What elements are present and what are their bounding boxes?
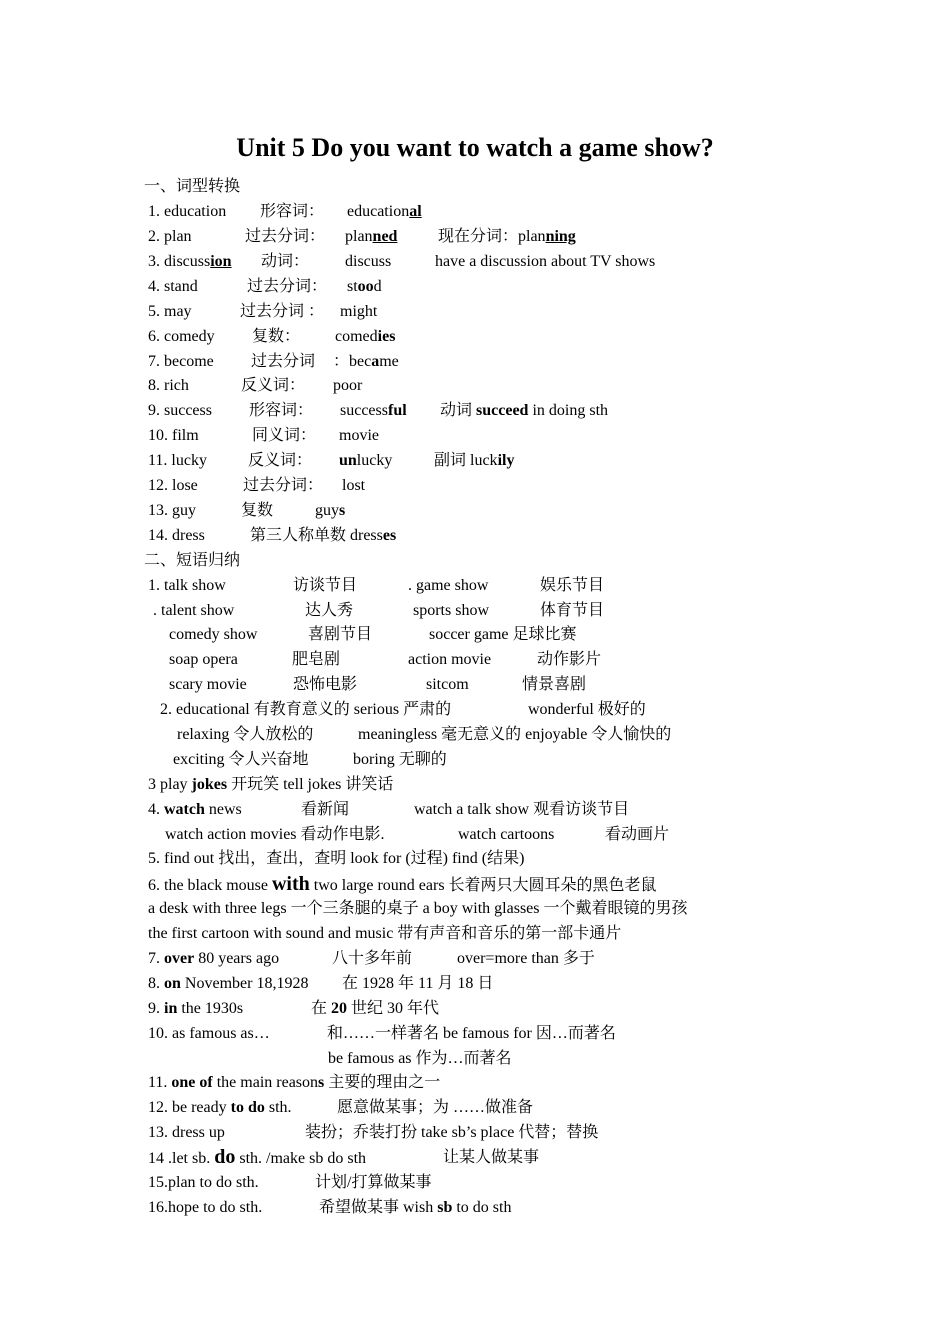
text-run: st xyxy=(347,278,358,295)
text-segment xyxy=(339,423,379,448)
text-run: a desk with three legs 一个三条腿的桌子 a boy with glasses 一个戴着眼镜的男孩 xyxy=(148,900,688,917)
text-run: 1. talk show xyxy=(148,577,226,594)
text-run: me xyxy=(379,353,399,370)
text-run: 肥皂剧 xyxy=(292,651,341,668)
text-segment xyxy=(169,672,247,697)
text-run: 过去分词： xyxy=(247,278,328,295)
text-line xyxy=(0,996,950,1021)
text-run: 开玩笑 tell jokes 讲笑话 xyxy=(227,776,394,793)
text-segment xyxy=(148,772,393,797)
text-run: soccer game 足球比赛 xyxy=(429,626,577,643)
text-run: November 18,1928 xyxy=(180,975,309,992)
text-segment xyxy=(148,423,199,448)
text-run: the main reason xyxy=(212,1074,319,1091)
text-run: 6. comedy xyxy=(148,328,215,345)
text-run: sth. /make sb do sth xyxy=(235,1150,367,1167)
text-line xyxy=(0,398,950,423)
text-line xyxy=(0,573,950,598)
text-segment xyxy=(169,622,257,647)
text-segment xyxy=(148,573,226,598)
text-run: 80 years ago xyxy=(194,950,280,967)
text-run: 5. find out 找出，查出，查明 look for (过程) find (结果) xyxy=(148,850,525,867)
text-run: 形容词： xyxy=(249,402,314,419)
text-run: 8. rich xyxy=(148,377,189,394)
text-segment xyxy=(301,797,349,822)
text-segment xyxy=(358,722,671,747)
text-run: watch action movies 看动作电影. xyxy=(165,826,385,843)
text-run: 让某人做某事 xyxy=(443,1149,540,1166)
text-run: 过去分词 ： xyxy=(240,303,325,320)
text-segment xyxy=(408,647,491,672)
text-line xyxy=(0,274,950,299)
text-segment xyxy=(148,1195,262,1220)
text-segment xyxy=(528,697,646,722)
text-line xyxy=(0,622,950,647)
text-run: 11. xyxy=(148,1074,172,1091)
text-run: guy xyxy=(315,502,339,519)
text-line xyxy=(0,373,950,398)
text-run: might xyxy=(340,303,378,320)
text-segment xyxy=(328,1046,512,1071)
emphasized-text: one of xyxy=(171,1074,213,1091)
text-segment xyxy=(148,349,214,374)
text-run: 3 play xyxy=(148,776,192,793)
emphasized-text: s xyxy=(318,1074,325,1091)
text-segment xyxy=(293,672,357,697)
text-segment xyxy=(148,498,196,523)
text-segment xyxy=(148,299,192,324)
text-run: 在 1928 年 11 月 18 日 xyxy=(342,975,494,992)
text-run: d xyxy=(373,278,382,295)
text-run: 情景喜剧 xyxy=(522,676,587,693)
text-line xyxy=(0,548,950,573)
text-run: 1. education xyxy=(148,203,227,220)
text-segment xyxy=(148,274,198,299)
text-segment xyxy=(173,747,309,772)
text-line xyxy=(0,846,950,871)
text-segment xyxy=(148,1120,225,1145)
emphasized-text: in xyxy=(164,1000,178,1017)
text-run: 反义词： xyxy=(241,377,306,394)
text-run: 7. become xyxy=(148,353,214,370)
text-run: be famous as 作为…而著名 xyxy=(328,1050,512,1067)
text-segment xyxy=(148,846,524,871)
text-segment xyxy=(347,274,382,299)
emphasized-text: do xyxy=(214,1146,236,1168)
text-run: 10. film xyxy=(148,427,199,444)
text-run: 副词 luck xyxy=(434,452,498,469)
text-segment xyxy=(148,249,232,274)
text-segment xyxy=(540,573,604,598)
text-run: 14. dress xyxy=(148,527,205,544)
text-segment xyxy=(339,448,392,473)
text-run: 动词： xyxy=(261,253,310,270)
text-line xyxy=(0,174,950,199)
text-line xyxy=(0,448,950,473)
text-run: 过去分词： xyxy=(243,477,324,494)
text-run: the 1930s xyxy=(177,1000,244,1017)
text-segment xyxy=(148,398,212,423)
text-segment xyxy=(148,1145,366,1171)
text-run: 希望做某事 wish xyxy=(319,1199,438,1216)
text-segment xyxy=(353,747,447,772)
emphasized-text: ion xyxy=(210,253,232,270)
text-segment xyxy=(458,822,554,847)
text-run: success xyxy=(340,402,388,419)
text-line xyxy=(0,1170,950,1195)
text-run: 4. stand xyxy=(148,278,198,295)
text-run: 7. xyxy=(148,950,164,967)
text-run: 过去分词 xyxy=(251,353,316,370)
text-run: plan xyxy=(345,228,373,245)
text-line xyxy=(0,498,950,523)
text-run: 10. as famous as… xyxy=(148,1025,270,1042)
text-run: 动词 xyxy=(440,402,477,419)
text-line xyxy=(0,423,950,448)
text-segment xyxy=(148,1070,440,1095)
text-segment xyxy=(315,1170,431,1195)
emphasized-text: es xyxy=(382,527,397,544)
text-segment xyxy=(414,797,629,822)
text-run: 看新闻 xyxy=(301,801,350,818)
text-run: 复数： xyxy=(252,328,301,345)
emphasized-text: succeed xyxy=(476,402,529,419)
text-segment xyxy=(342,473,365,498)
text-run: 13. dress up xyxy=(148,1124,225,1141)
text-segment xyxy=(252,423,316,448)
text-run: 愿意做某事；为 ……做准备 xyxy=(337,1099,534,1116)
text-run: 8. xyxy=(148,975,164,992)
text-segment xyxy=(148,971,308,996)
text-segment xyxy=(148,473,198,498)
text-segment xyxy=(347,199,422,224)
text-segment xyxy=(408,573,488,598)
text-segment xyxy=(261,249,309,274)
text-segment xyxy=(342,971,493,996)
text-run: 形容词： xyxy=(260,203,325,220)
text-line xyxy=(0,1070,950,1095)
text-line xyxy=(0,523,950,548)
text-run: have a discussion about TV shows xyxy=(435,253,656,270)
text-segment xyxy=(148,523,205,548)
text-run: comed xyxy=(335,328,378,345)
emphasized-text: over xyxy=(164,950,195,967)
text-segment xyxy=(148,324,215,349)
emphasized-text: on xyxy=(164,975,181,992)
text-segment xyxy=(243,473,323,498)
text-line xyxy=(0,822,950,847)
text-run: meaningless 毫无意义的 enjoyable 令人愉快的 xyxy=(358,726,672,743)
text-run: 11. lucky xyxy=(148,452,207,469)
text-line xyxy=(0,896,950,921)
text-segment xyxy=(435,249,655,274)
text-line xyxy=(0,249,950,274)
text-segment xyxy=(169,647,238,672)
text-run: . talent show xyxy=(153,602,235,619)
text-run: to do sth xyxy=(452,1199,512,1216)
text-segment xyxy=(319,1195,511,1220)
text-run: 看动画片 xyxy=(605,826,670,843)
text-run: 访谈节目 xyxy=(293,577,358,594)
text-run: watch a talk show 观看访谈节目 xyxy=(414,801,630,818)
text-run: education xyxy=(347,203,410,220)
text-run: 一、词型转换 xyxy=(144,178,241,195)
emphasized-text: oo xyxy=(357,278,374,295)
text-segment xyxy=(148,224,192,249)
text-line xyxy=(0,224,950,249)
text-segment xyxy=(335,324,395,349)
text-run: 二、短语归纳 xyxy=(144,552,241,569)
text-line xyxy=(0,772,950,797)
text-line xyxy=(0,747,950,772)
text-line xyxy=(0,921,950,946)
text-run: . game show xyxy=(408,577,489,594)
text-segment xyxy=(148,872,657,898)
page-title: Unit 5 Do you want to watch a game show? xyxy=(236,133,714,162)
text-run: 反义词： xyxy=(248,452,313,469)
text-run: lost xyxy=(342,477,366,494)
text-run: 9. xyxy=(148,1000,164,1017)
text-segment xyxy=(148,797,242,822)
text-segment xyxy=(241,498,273,523)
text-segment xyxy=(332,946,412,971)
text-segment xyxy=(333,349,399,374)
text-run: 6. the black mouse xyxy=(148,877,272,894)
emphasized-text: s xyxy=(339,502,346,519)
text-segment xyxy=(440,398,608,423)
text-line xyxy=(0,1195,950,1220)
text-run: 喜剧节目 xyxy=(308,626,373,643)
text-segment xyxy=(340,299,377,324)
text-run: 娱乐节目 xyxy=(540,577,605,594)
text-segment xyxy=(148,996,243,1021)
text-run: 恐怖电影 xyxy=(293,676,358,693)
text-run: discuss xyxy=(345,253,392,270)
emphasized-text: 20 xyxy=(331,1000,348,1017)
text-segment xyxy=(337,1095,533,1120)
text-run: poor xyxy=(333,377,363,394)
text-run: 世纪 30 年代 xyxy=(347,1000,440,1017)
text-line xyxy=(0,697,950,722)
text-segment xyxy=(426,672,469,697)
emphasized-text: watch xyxy=(164,801,205,818)
text-segment xyxy=(434,448,514,473)
text-segment xyxy=(252,324,300,349)
emphasized-text: sb xyxy=(437,1199,453,1216)
text-segment xyxy=(247,274,327,299)
text-segment xyxy=(148,921,621,946)
text-run: 体育节目 xyxy=(540,602,605,619)
text-segment xyxy=(249,398,313,423)
text-segment xyxy=(308,622,372,647)
text-segment xyxy=(333,373,362,398)
text-run: 复数 xyxy=(241,502,274,519)
text-segment xyxy=(250,523,396,548)
text-run: sports show xyxy=(413,602,490,619)
text-segment xyxy=(153,598,234,623)
text-run: 过去分词： xyxy=(245,228,326,245)
text-segment xyxy=(148,373,189,398)
text-run: scary movie xyxy=(169,676,247,693)
text-run: 2. plan xyxy=(148,228,192,245)
text-run: 4. xyxy=(148,801,164,818)
text-line xyxy=(0,473,950,498)
text-line xyxy=(0,1046,950,1071)
text-run: ：bec xyxy=(333,353,372,370)
text-run: 13. guy xyxy=(148,502,196,519)
text-segment xyxy=(537,647,601,672)
emphasized-text: a xyxy=(371,353,380,370)
text-run: lucky xyxy=(356,452,393,469)
text-run: over=more than 多于 xyxy=(457,950,595,967)
text-line xyxy=(0,1021,950,1046)
text-segment xyxy=(245,224,325,249)
text-run: 装扮；乔装打扮 take sb’s place 代替；替换 xyxy=(305,1124,599,1141)
text-run: soap opera xyxy=(169,651,238,668)
text-run: 第三人称单数 dress xyxy=(250,527,383,544)
text-segment xyxy=(293,573,357,598)
text-line xyxy=(0,1095,950,1120)
text-run: 八十多年前 xyxy=(332,950,413,967)
text-line xyxy=(0,349,950,374)
text-run: 达人秀 xyxy=(305,602,354,619)
text-run: movie xyxy=(339,427,379,444)
text-run: action movie xyxy=(408,651,492,668)
text-segment xyxy=(345,224,397,249)
text-line xyxy=(0,647,950,672)
emphasized-text: with xyxy=(271,873,310,895)
text-run: 12. be ready xyxy=(148,1099,231,1116)
text-segment xyxy=(177,722,313,747)
text-line xyxy=(0,722,950,747)
emphasized-text: ily xyxy=(497,452,515,469)
text-line xyxy=(0,199,950,224)
text-run: comedy show xyxy=(169,626,258,643)
text-run: 和……一样著名 be famous for 因…而著名 xyxy=(327,1025,616,1042)
text-run: 9. success xyxy=(148,402,212,419)
text-run: 15.plan to do sth. xyxy=(148,1174,259,1191)
text-segment xyxy=(144,174,240,199)
text-run: exciting 令人兴奋地 xyxy=(173,751,309,768)
text-segment xyxy=(148,946,279,971)
text-run: 现在分词：plan xyxy=(438,228,546,245)
text-segment xyxy=(340,398,407,423)
text-line xyxy=(0,872,950,897)
text-segment xyxy=(148,1095,292,1120)
text-segment xyxy=(260,199,324,224)
text-segment xyxy=(144,548,240,573)
text-segment xyxy=(148,199,226,224)
text-segment xyxy=(251,349,315,374)
text-line xyxy=(0,1145,950,1170)
text-line xyxy=(0,299,950,324)
text-run: wonderful 极好的 xyxy=(528,701,646,718)
text-segment xyxy=(305,1120,598,1145)
text-run: boring 无聊的 xyxy=(353,751,447,768)
text-run: 同义词： xyxy=(252,427,317,444)
text-run: 12. lose xyxy=(148,477,198,494)
text-line xyxy=(0,324,950,349)
text-segment xyxy=(148,448,207,473)
text-segment xyxy=(457,946,595,971)
emphasized-text: ies xyxy=(377,328,396,345)
text-line xyxy=(0,946,950,971)
text-run: sth. xyxy=(264,1099,292,1116)
text-segment xyxy=(429,622,577,647)
text-segment xyxy=(148,1021,270,1046)
text-segment xyxy=(311,996,439,1021)
text-run: 计划/打算做某事 xyxy=(315,1174,432,1191)
text-run: 动作影片 xyxy=(537,651,602,668)
text-segment xyxy=(327,1021,616,1046)
text-line xyxy=(0,1120,950,1145)
text-segment xyxy=(241,373,305,398)
text-line xyxy=(0,598,950,623)
text-segment xyxy=(148,1170,259,1195)
text-segment xyxy=(413,598,489,623)
emphasized-text: un xyxy=(339,452,357,469)
text-segment xyxy=(160,697,451,722)
emphasized-text: to do xyxy=(230,1099,265,1116)
emphasized-text: ned xyxy=(372,228,398,245)
text-run: 2. educational 有教育意义的 serious 严肃的 xyxy=(160,701,452,718)
text-run: news xyxy=(204,801,242,818)
text-segment xyxy=(315,498,345,523)
text-segment xyxy=(292,647,340,672)
emphasized-text: al xyxy=(409,203,422,220)
text-run: relaxing 令人放松的 xyxy=(177,726,314,743)
emphasized-text: ful xyxy=(387,402,407,419)
text-run: 16.hope to do sth. xyxy=(148,1199,263,1216)
emphasized-text: ning xyxy=(545,228,576,245)
text-run: in doing sth xyxy=(528,402,609,419)
text-line xyxy=(0,971,950,996)
text-run: watch cartoons xyxy=(458,826,555,843)
text-run: 5. may xyxy=(148,303,192,320)
text-run: sitcom xyxy=(426,676,469,693)
text-segment xyxy=(248,448,312,473)
text-run: 14 .let sb. xyxy=(148,1150,215,1167)
text-run: the first cartoon with sound and music 带有声音和音乐的第一部卡通片 xyxy=(148,925,622,942)
text-segment xyxy=(540,598,604,623)
text-segment xyxy=(165,822,385,847)
text-line xyxy=(0,797,950,822)
text-segment xyxy=(148,896,688,921)
text-run: 主要的理由之一 xyxy=(324,1074,441,1091)
text-segment xyxy=(240,299,324,324)
text-segment xyxy=(522,672,586,697)
text-run: 在 xyxy=(311,1000,332,1017)
text-segment xyxy=(605,822,669,847)
text-segment xyxy=(443,1145,539,1170)
text-segment xyxy=(438,224,576,249)
text-segment xyxy=(305,598,353,623)
emphasized-text: jokes xyxy=(191,776,228,793)
text-line xyxy=(0,672,950,697)
text-run: 3. discuss xyxy=(148,253,211,270)
text-segment xyxy=(345,249,391,274)
text-run: two large round ears 长着两只大圆耳朵的黑色老鼠 xyxy=(309,877,657,894)
